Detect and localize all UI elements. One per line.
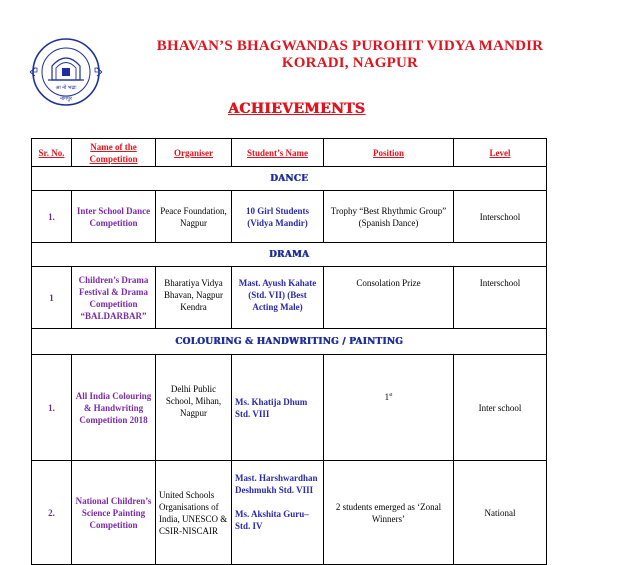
table-row xyxy=(32,191,547,243)
section-title-drama: DRAMA xyxy=(32,243,547,267)
school-name-line2: KORADI, NAGPUR xyxy=(281,55,419,71)
cell-competition: Inter School Dance Competition xyxy=(72,191,156,243)
school-name xyxy=(100,38,600,72)
cell-sr: 1. xyxy=(32,191,72,243)
cell-position xyxy=(324,355,454,461)
cell-level: Interschool xyxy=(454,267,547,329)
cell-level: Interschool xyxy=(454,191,547,243)
svg-text:आ नो भद्राः: आ नो भद्राः xyxy=(55,85,77,91)
cell-student: 10 Girl Students (Vidya Mandir) xyxy=(232,191,324,243)
cell-student: Ms. Khatija Dhum Std. VIII xyxy=(232,355,324,461)
table-row xyxy=(32,461,547,565)
svg-text:नागपुर: नागपुर xyxy=(60,96,72,102)
cell-organiser: United Schools Organisations of India, UNESCO & CSIR-NISCAIR xyxy=(156,461,232,565)
table-row xyxy=(32,355,547,461)
cell-organiser: Bharatiya Vidya Bhavan, Nagpur Kendra xyxy=(156,267,232,329)
cell-position: 2 students emerged as ‘Zonal Winners’ xyxy=(324,461,454,565)
section-row-drama xyxy=(32,243,547,267)
table-row xyxy=(32,267,547,329)
cell-level: National xyxy=(454,461,547,565)
student-name-b: Ms. Akshita Guru– Std. IV xyxy=(235,509,309,531)
col-header-competition: Name of the Competition xyxy=(72,139,156,167)
cell-competition: National Children’s Science Painting Competition xyxy=(72,461,156,565)
cell-level: Inter school xyxy=(454,355,547,461)
col-header-position: Position xyxy=(324,139,454,167)
cell-organiser: Peace Foundation, Nagpur xyxy=(156,191,232,243)
position-superscript: st xyxy=(389,393,393,398)
col-header-student: Student’s Name xyxy=(232,139,324,167)
col-header-sr: Sr. No. xyxy=(32,139,72,167)
page-title: ACHIEVEMENTS xyxy=(228,101,366,117)
cell-sr: 2. xyxy=(32,461,72,565)
student-name-a: Mast. Harshwardhan Deshmukh Std. VIII xyxy=(235,473,318,495)
document-header xyxy=(0,0,627,130)
table-header-row xyxy=(32,139,547,167)
section-title-dance: DANCE xyxy=(32,167,547,191)
cell-sr: 1. xyxy=(32,355,72,461)
section-row-dance xyxy=(32,167,547,191)
cell-competition: All India Colouring & Handwriting Competition 2018 xyxy=(72,355,156,461)
cell-organiser: Delhi Public School, Mihan, Nagpur xyxy=(156,355,232,461)
cell-position: Consolation Prize xyxy=(324,267,454,329)
student-gap xyxy=(235,496,320,508)
col-header-organiser: Organiser xyxy=(156,139,232,167)
achievements-table xyxy=(31,138,547,565)
cell-student: Mast. Ayush Kahate (Std. VII) (Best Acting Male) xyxy=(232,267,324,329)
position-text: 1 xyxy=(384,392,390,402)
cell-position: Trophy “Best Rhythmic Group” (Spanish Dance) xyxy=(324,191,454,243)
section-title-colouring: COLOURING & HANDWRITING / PAINTING xyxy=(32,329,547,355)
school-logo-icon xyxy=(26,36,106,108)
cell-competition: Children’s Drama Festival & Drama Competition “BALDARBAR” xyxy=(72,267,156,329)
col-header-level: Level xyxy=(454,139,547,167)
cell-student xyxy=(232,461,324,565)
school-name-line1: BHAVAN’S BHAGWANDAS PUROHIT VIDYA MANDIR xyxy=(156,38,544,54)
cell-sr: 1 xyxy=(32,267,72,329)
section-row-colouring xyxy=(32,329,547,355)
